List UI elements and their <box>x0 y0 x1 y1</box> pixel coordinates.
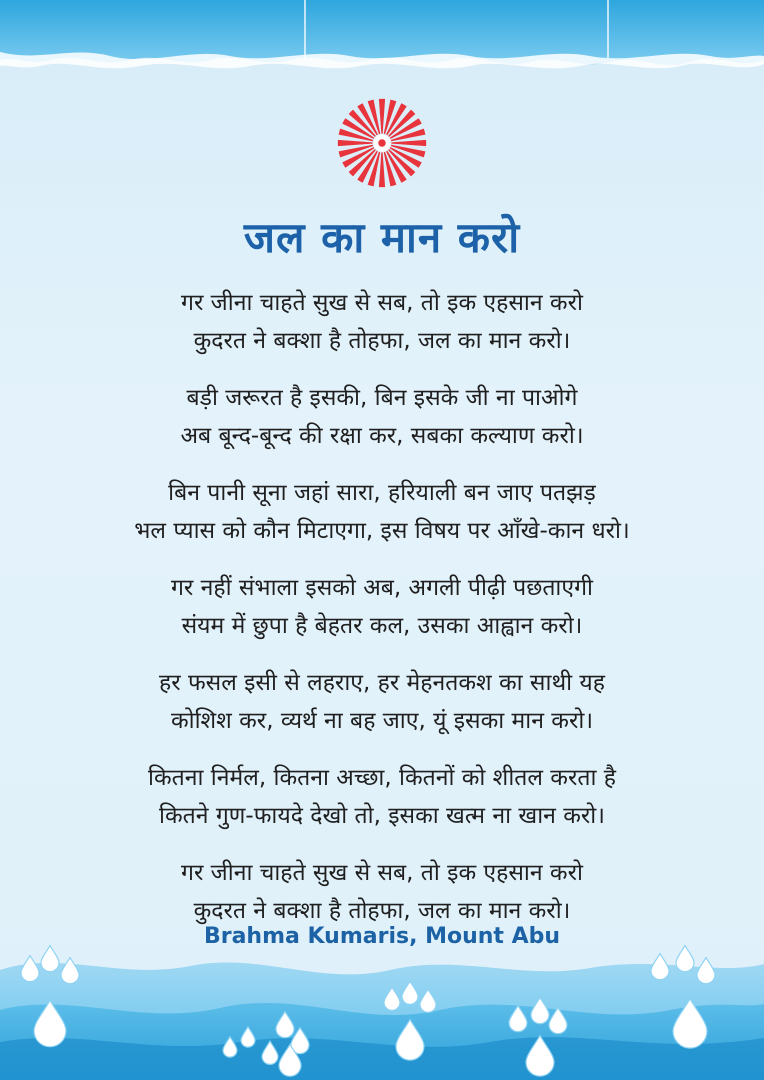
stanza <box>40 854 724 930</box>
poem-line: कुदरत ने बक्शा है तोहफा, जल का मान करो। <box>193 898 571 924</box>
stanza <box>40 569 724 645</box>
brahma-kumaris-logo-icon <box>335 96 429 190</box>
poem-line: संयम में छुपा है बेहतर कल, उसका आह्वान करो। <box>181 613 583 639</box>
poem-line: कोशिश कर, व्यर्थ ना बह जाए, यूं इसका मान करो। <box>170 708 594 734</box>
stanza <box>40 284 724 360</box>
poem-line: भल प्यास को कौन मिटाएगा, इस विषय पर आँखे-कान धरो। <box>134 518 630 544</box>
stanza <box>40 379 724 455</box>
water-drop-icon <box>651 954 669 980</box>
poem-line: कुदरत ने बक्शा है तोहफा, जल का मान करो। <box>193 328 571 354</box>
stanza <box>40 759 724 835</box>
stanza <box>40 474 724 550</box>
poem <box>40 284 724 949</box>
water-drop-icon <box>676 946 694 972</box>
water-drop-icon <box>61 958 79 984</box>
poem-line: गर नहीं संभाला इसको अब, अगली पीढ़ी पछताएगी <box>170 575 594 601</box>
poem-line: कितना निर्मल, कितना अच्छा, कितनों को शीतल करता है <box>148 765 616 791</box>
water-drop-icon <box>697 958 715 984</box>
footer-credit: Brahma Kumaris, Mount Abu <box>203 924 561 949</box>
poem-line: गर जीना चाहते सुख से सब, तो इक एहसान करो <box>181 860 583 886</box>
water-drop-icon <box>21 956 39 982</box>
water-drop-icon <box>41 946 59 972</box>
page-title: जल का मान करो <box>243 213 521 262</box>
stanza <box>40 664 724 740</box>
bottom-water-border <box>0 930 764 1080</box>
poem-line: बड़ी जरूरत है इसकी, बिन इसके जी ना पाओगे <box>186 385 578 411</box>
top-water-border <box>0 0 764 90</box>
poem-line: अब बून्द-बून्द की रक्षा कर, सबका कल्याण करो। <box>180 423 584 449</box>
poem-line: हर फसल इसी से लहराए, हर मेहनतकश का साथी यह <box>159 670 605 696</box>
poem-line: कितने गुण-फायदे देखो तो, इसका खत्म ना खान करो। <box>159 803 605 829</box>
poem-line: बिन पानी सूना जहां सारा, हरियाली बन जाए पतझड़ <box>168 480 596 506</box>
poem-line: गर जीना चाहते सुख से सब, तो इक एहसान करो <box>181 290 583 316</box>
